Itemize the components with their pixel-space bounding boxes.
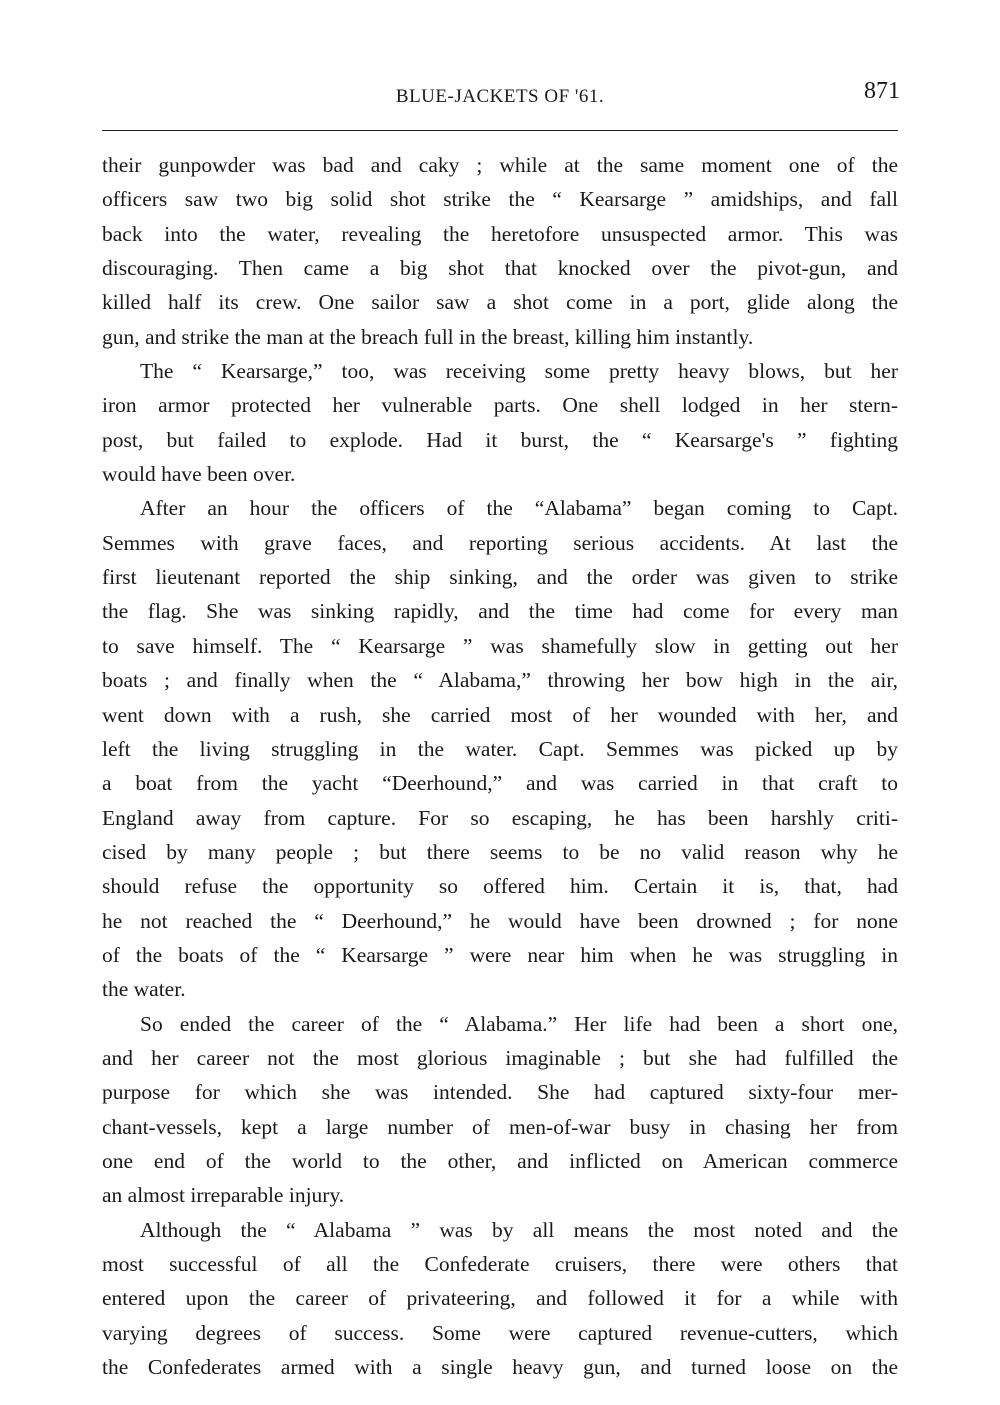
paragraph: [102, 148, 898, 354]
text-line: the Confederates armed with a single heavy gun, and turned loose on the: [102, 1355, 898, 1380]
text-line: boats ; and finally when the “ Alabama,” throwing her bow high in the air,: [102, 668, 898, 693]
text-line: the water.: [102, 977, 186, 1002]
text-line: the flag. She was sinking rapidly, and the time had come for every man: [102, 599, 898, 624]
page-number: 871: [864, 78, 900, 104]
text-line: and her career not the most glorious imaginable ; but she had fulfilled the: [102, 1045, 898, 1070]
text-line: most successful of all the Confederate cruisers, there were others that: [102, 1252, 898, 1276]
text-line: Semmes with grave faces, and reporting serious accidents. At last the: [102, 530, 898, 555]
text-line: should refuse the opportunity so offered him. Certain it is, that, had: [102, 874, 898, 899]
page-header: [102, 78, 898, 118]
text-line: iron armor protected her vulnerable parts. One shell lodged in her stern-: [102, 393, 898, 418]
text-line: one end of the world to the other, and inflicted on American commerce: [102, 1148, 898, 1173]
text-line: varying degrees of success. Some were captured revenue-cutters, which: [102, 1320, 898, 1345]
paragraph: [102, 1213, 898, 1385]
text-line: he not reached the “ Deerhound,” he would have been drowned ; for none: [102, 908, 898, 933]
text-line: cised by many people ; but there seems to be no valid reason why he: [102, 839, 898, 864]
text-line: The “ Kearsarge,” too, was receiving some pretty heavy blows, but her: [140, 359, 898, 384]
text-line: post, but failed to explode. Had it burst, the “ Kearsarge's ” fighting: [102, 427, 898, 452]
paragraph: [102, 354, 898, 491]
header-rule: [102, 130, 898, 131]
page-body: [102, 148, 898, 1384]
text-line: an almost irreparable injury.: [102, 1183, 345, 1208]
text-line: back into the water, revealing the heretofore unsuspected armor. This was: [102, 221, 898, 246]
text-line: killed half its crew. One sailor saw a shot come in a port, glide along the: [102, 290, 898, 315]
text-line: entered upon the career of privateering, and followed it for a while with: [102, 1286, 898, 1311]
text-line: a boat from the yacht “Deerhound,” and was carried in that craft to: [102, 771, 898, 796]
text-line: went down with a rush, she carried most of her wounded with her, and: [102, 702, 898, 727]
text-line: Although the “ Alabama ” was by all means the most noted and the: [140, 1217, 898, 1242]
running-title: BLUE-JACKETS OF '61.: [395, 86, 605, 107]
text-line: left the living struggling in the water. Capt. Semmes was picked up by: [102, 736, 898, 761]
text-line: officers saw two big solid shot strike the “ Kearsarge ” amidships, and fall: [102, 187, 898, 212]
text-line: their gunpowder was bad and caky ; while at the same moment one of the: [102, 153, 898, 177]
text-line: chant-vessels, kept a large number of men-of-war busy in chasing her from: [102, 1114, 898, 1139]
paragraph: [102, 1007, 898, 1213]
paragraph: [102, 491, 898, 1006]
text-line: England away from capture. For so escaping, he has been harshly criti-: [102, 805, 898, 830]
text-line: So ended the career of the “ Alabama.” Her life had been a short one,: [140, 1011, 898, 1036]
text-line: gun, and strike the man at the breach full in the breast, killing him instantly.: [102, 324, 754, 349]
text-line: to save himself. The “ Kearsarge ” was shamefully slow in getting out her: [102, 633, 898, 658]
text-line: purpose for which she was intended. She had captured sixty-four mer-: [102, 1080, 898, 1105]
text-line: first lieutenant reported the ship sinking, and the order was given to strike: [102, 565, 898, 590]
text-line: discouraging. Then came a big shot that knocked over the pivot-gun, and: [102, 256, 898, 281]
text-line: of the boats of the “ Kearsarge ” were near him when he was struggling in: [102, 942, 898, 967]
text-line: would have been over.: [102, 462, 296, 487]
text-line: After an hour the officers of the “Alabama” began coming to Capt.: [140, 496, 898, 521]
